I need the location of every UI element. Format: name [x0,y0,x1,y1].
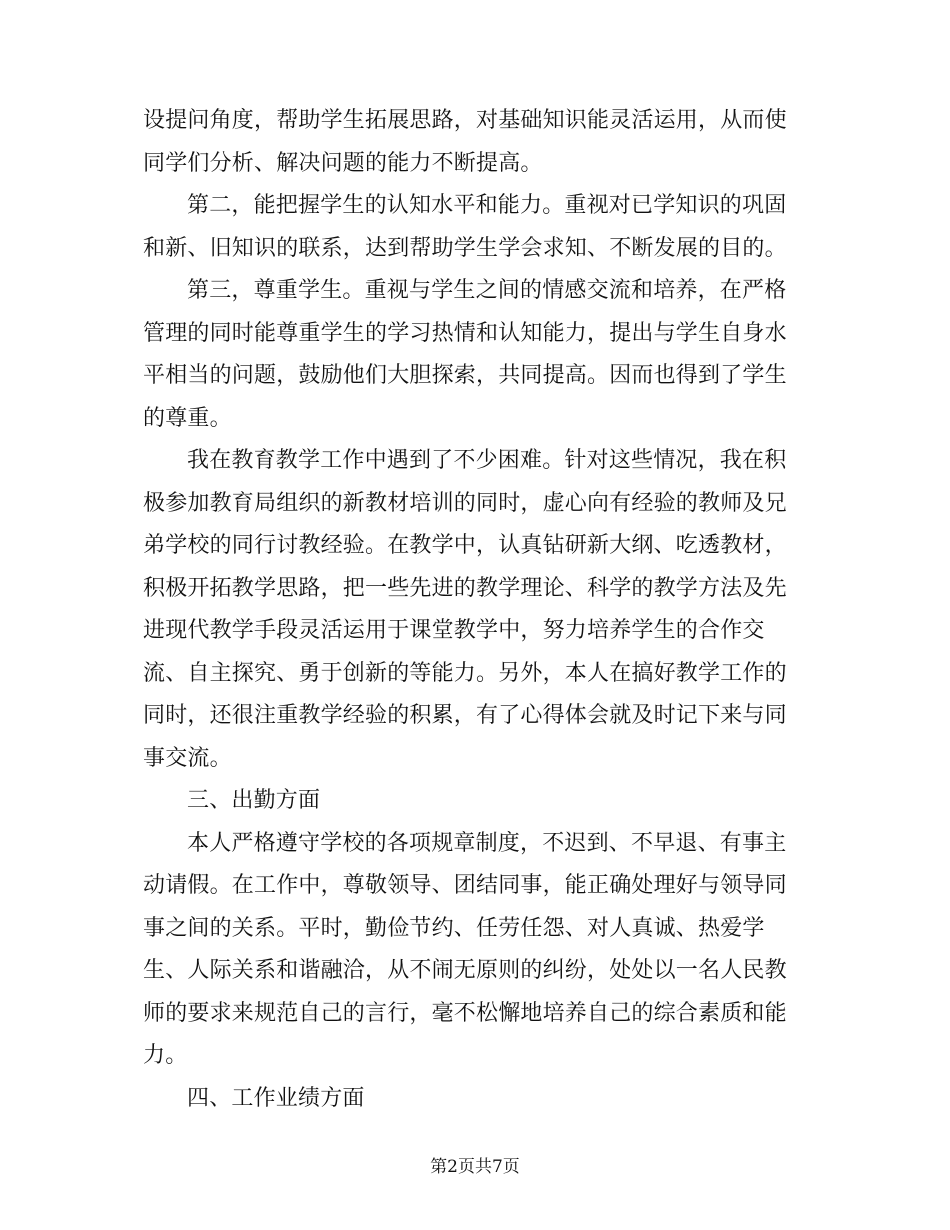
page-number-footer: 第2页共7页 [430,1157,520,1177]
paragraph-third-point: 第三，尊重学生。重视与学生之间的情感交流和培养，在严格管理的同时能尊重学生的学习热情和认知能力，提出与学生自身水平相当的问题，鼓励他们大胆探索，共同提高。因而也得到了学生的尊重。 [143,278,787,431]
paragraph-teaching-difficulties: 我在教育教学工作中遇到了不少困难。针对这些情况，我在积极参加教育局组织的新教材培训的同时，虚心向有经验的教师及兄弟学校的同行讨教经验。在教学中，认真钻研新大纲、吃透教材，积极开拓教学思路，把一些先进的教学理论、科学的教学方法及先进现代教学手段灵活运用于课堂教学中，努力培养学生的合作交流、自主探究、勇于创新的等能力。另外，本人在搞好教学工作的同时，还很注重教学经验的积累，有了心得体会就及时记下来与同事交流。 [143,448,787,771]
document-body [143,100,803,1120]
section-heading-attendance: 三、出勤方面 [187,788,321,813]
section-heading-performance: 四、工作业绩方面 [187,1085,365,1111]
paragraph-attendance: 本人严格遵守学校的各项规章制度，不迟到、不早退、有事主动请假。在工作中，尊敬领导、团结同事，能正确处理好与领导同事之间的关系。平时，勤俭节约、任劳任怨、对人真诚、热爱学生、人际关系和谐融洽，从不闹无原则的纠纷，处处以一名人民教师的要求来规范自己的言行，毫不松懈地培养自己的综合素质和能力。 [143,830,787,1068]
paragraph-second-point: 第二，能把握学生的认知水平和能力。重视对已学知识的巩固和新、旧知识的联系，达到帮助学生学会求知、不断发展的目的。 [143,193,787,261]
paragraph-continuation: 设提问角度，帮助学生拓展思路，对基础知识能灵活运用，从而使同学们分析、解决问题的能力不断提高。 [143,108,787,176]
